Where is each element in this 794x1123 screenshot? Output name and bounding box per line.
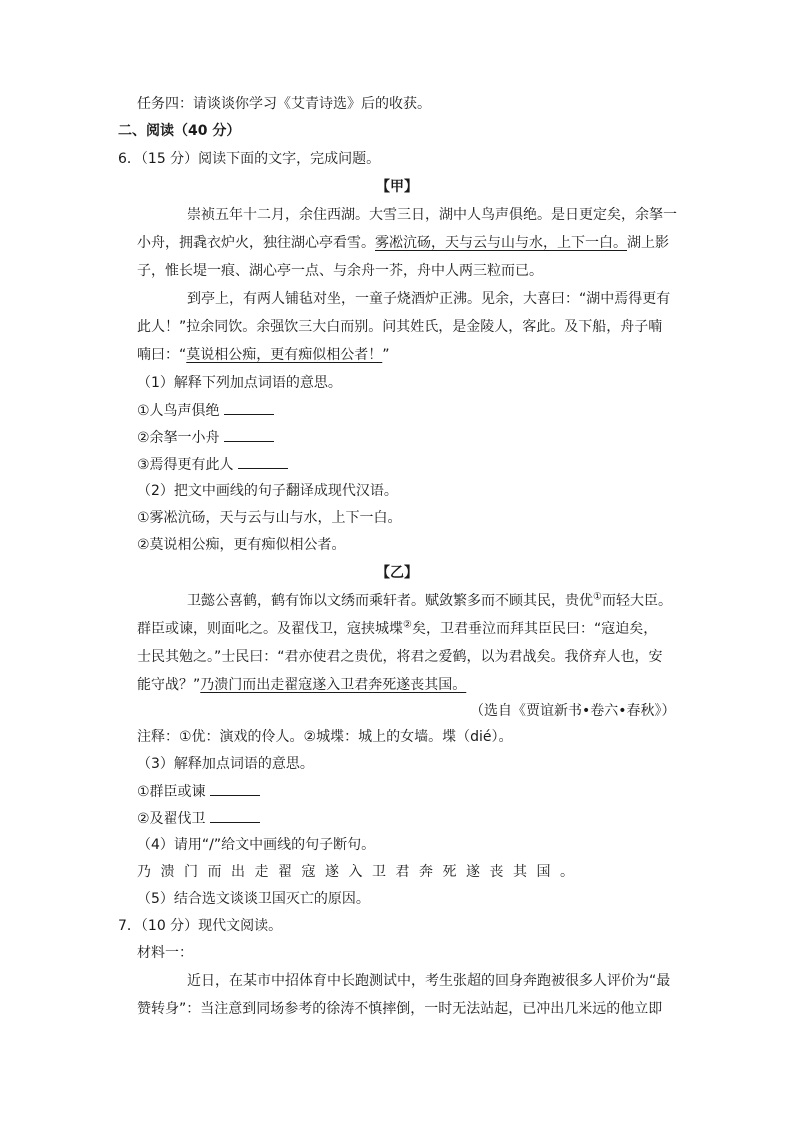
subquestion-5: （5）结合选文谈谈卫国灭亡的原因。 — [137, 891, 370, 907]
passage-jia-line: 此人！”拉余同饮。余强饮三大白而别。问其姓氏，是金陵人，客此。及下船，舟子喃 — [137, 319, 663, 335]
passage-jia-line: 子，惟长堤一痕、湖心亭一点、与余舟一芥，舟中人两三粒而已。 — [137, 263, 543, 279]
subquestion-2: （2）把文中画线的句子翻译成现代汉语。 — [137, 483, 398, 499]
answer-blank[interactable] — [224, 400, 274, 415]
passage-jia-line: 到亭上，有两人铺毡对坐，一童子烧酒炉正沸。见余，大喜曰：“湖中焉得更有 — [187, 291, 671, 307]
subquestion-1-item: ①人鸟声俱绝 — [137, 400, 274, 421]
question-7-heading: 7．（10 分）现代文阅读。 — [118, 918, 283, 934]
material-one-line: 赞转身”：当注意到同场参考的徐涛不慎摔倒，一时无法站起，已冲出几米远的他立即 — [137, 1001, 663, 1017]
section-reading-heading: 二、阅读（40 分） — [118, 123, 241, 139]
subquestion-1: （1）解释下列加点词语的意思。 — [137, 375, 342, 391]
subquestion-4: （4）请用“/”给文中画线的句子断句。 — [137, 837, 376, 853]
note-marker: ② — [403, 619, 412, 631]
answer-blank[interactable] — [224, 427, 274, 442]
passage-jia-line: 崇祯五年十二月，余住西湖。大雪三日，湖中人鸟声俱绝。是日更定矣，余拏一 — [187, 207, 677, 223]
material-one-label: 材料一： — [137, 945, 193, 961]
passage-jia-line: 喃曰：“莫说相公痴，更有痴似相公者！” — [137, 347, 390, 363]
subquestion-3-item: ①群臣或谏 — [137, 781, 260, 802]
subquestion-1-item: ③焉得更有此人 — [137, 454, 288, 475]
passage-yi-title: 【乙】 — [376, 565, 418, 581]
subquestion-3: （3）解释加点词语的意思。 — [137, 756, 314, 772]
passage-yi-line: 群臣或谏，则面叱之。及翟伐卫，寇挟城堞②矣，卫君垂泣而拜其臣民曰：“寇迫矣， — [137, 619, 658, 637]
answer-blank[interactable] — [210, 808, 260, 823]
subquestion-1-item: ②余拏一小舟 — [137, 427, 274, 448]
task-four-line: 任务四：请谈谈你学习《艾青诗选》后的收获。 — [137, 96, 431, 112]
passage-yi-line: 卫懿公喜鹤，鹤有饰以文绣而乘轩者。赋敛繁多而不顾其民，贵优①而轻大臣。 — [187, 591, 672, 609]
answer-blank[interactable] — [238, 454, 288, 469]
subquestion-2-item: ②莫说相公痴，更有痴似相公者。 — [137, 537, 346, 553]
material-one-line: 近日，在某市中招体育中长跑测试中，考生张超的回身奔跑被很多人评价为“最 — [187, 973, 671, 989]
passage-jia-title: 【甲】 — [376, 179, 418, 195]
answer-blank[interactable] — [210, 781, 260, 796]
subquestion-2-item: ①雾凇沆砀，天与云与山与水，上下一白。 — [137, 510, 402, 526]
passage-jia-line: 小舟，拥毳衣炉火，独往湖心亭看雪。雾凇沆砀，天与云与山与水，上下一白。湖上影 — [137, 235, 669, 251]
underlined-sentence: 雾凇沆砀，天与云与山与水，上下一白。 — [375, 235, 627, 251]
passage-yi-line: 士民其勉之。”士民曰：“君亦使君之贵优，将君之爱鹤，以为君战矣。我侪弃人也，安 — [137, 649, 663, 665]
passage-yi-line: 能守战？”乃溃门而出走翟寇遂入卫君奔死遂丧其国。 — [137, 677, 467, 693]
underlined-sentence: 莫说相公痴，更有痴似相公者！ — [186, 347, 383, 363]
question-6-heading: 6．（15 分）阅读下面的文字，完成问题。 — [118, 151, 381, 167]
annotation-notes: 注释：①优：演戏的伶人。②城堞：城上的女墙。堞（dié）。 — [137, 729, 513, 745]
note-marker: ① — [593, 591, 602, 603]
source-citation: （选自《贾谊新书•卷六•春秋》） — [470, 703, 676, 719]
underlined-sentence: 乃溃门而出走翟寇遂入卫君奔死遂丧其国。 — [200, 677, 467, 693]
sentence-to-punctuate: 乃溃门而出走翟寇遂入卫君奔死遂丧其国。 — [137, 864, 584, 880]
subquestion-3-item: ②及翟伐卫 — [137, 808, 260, 829]
